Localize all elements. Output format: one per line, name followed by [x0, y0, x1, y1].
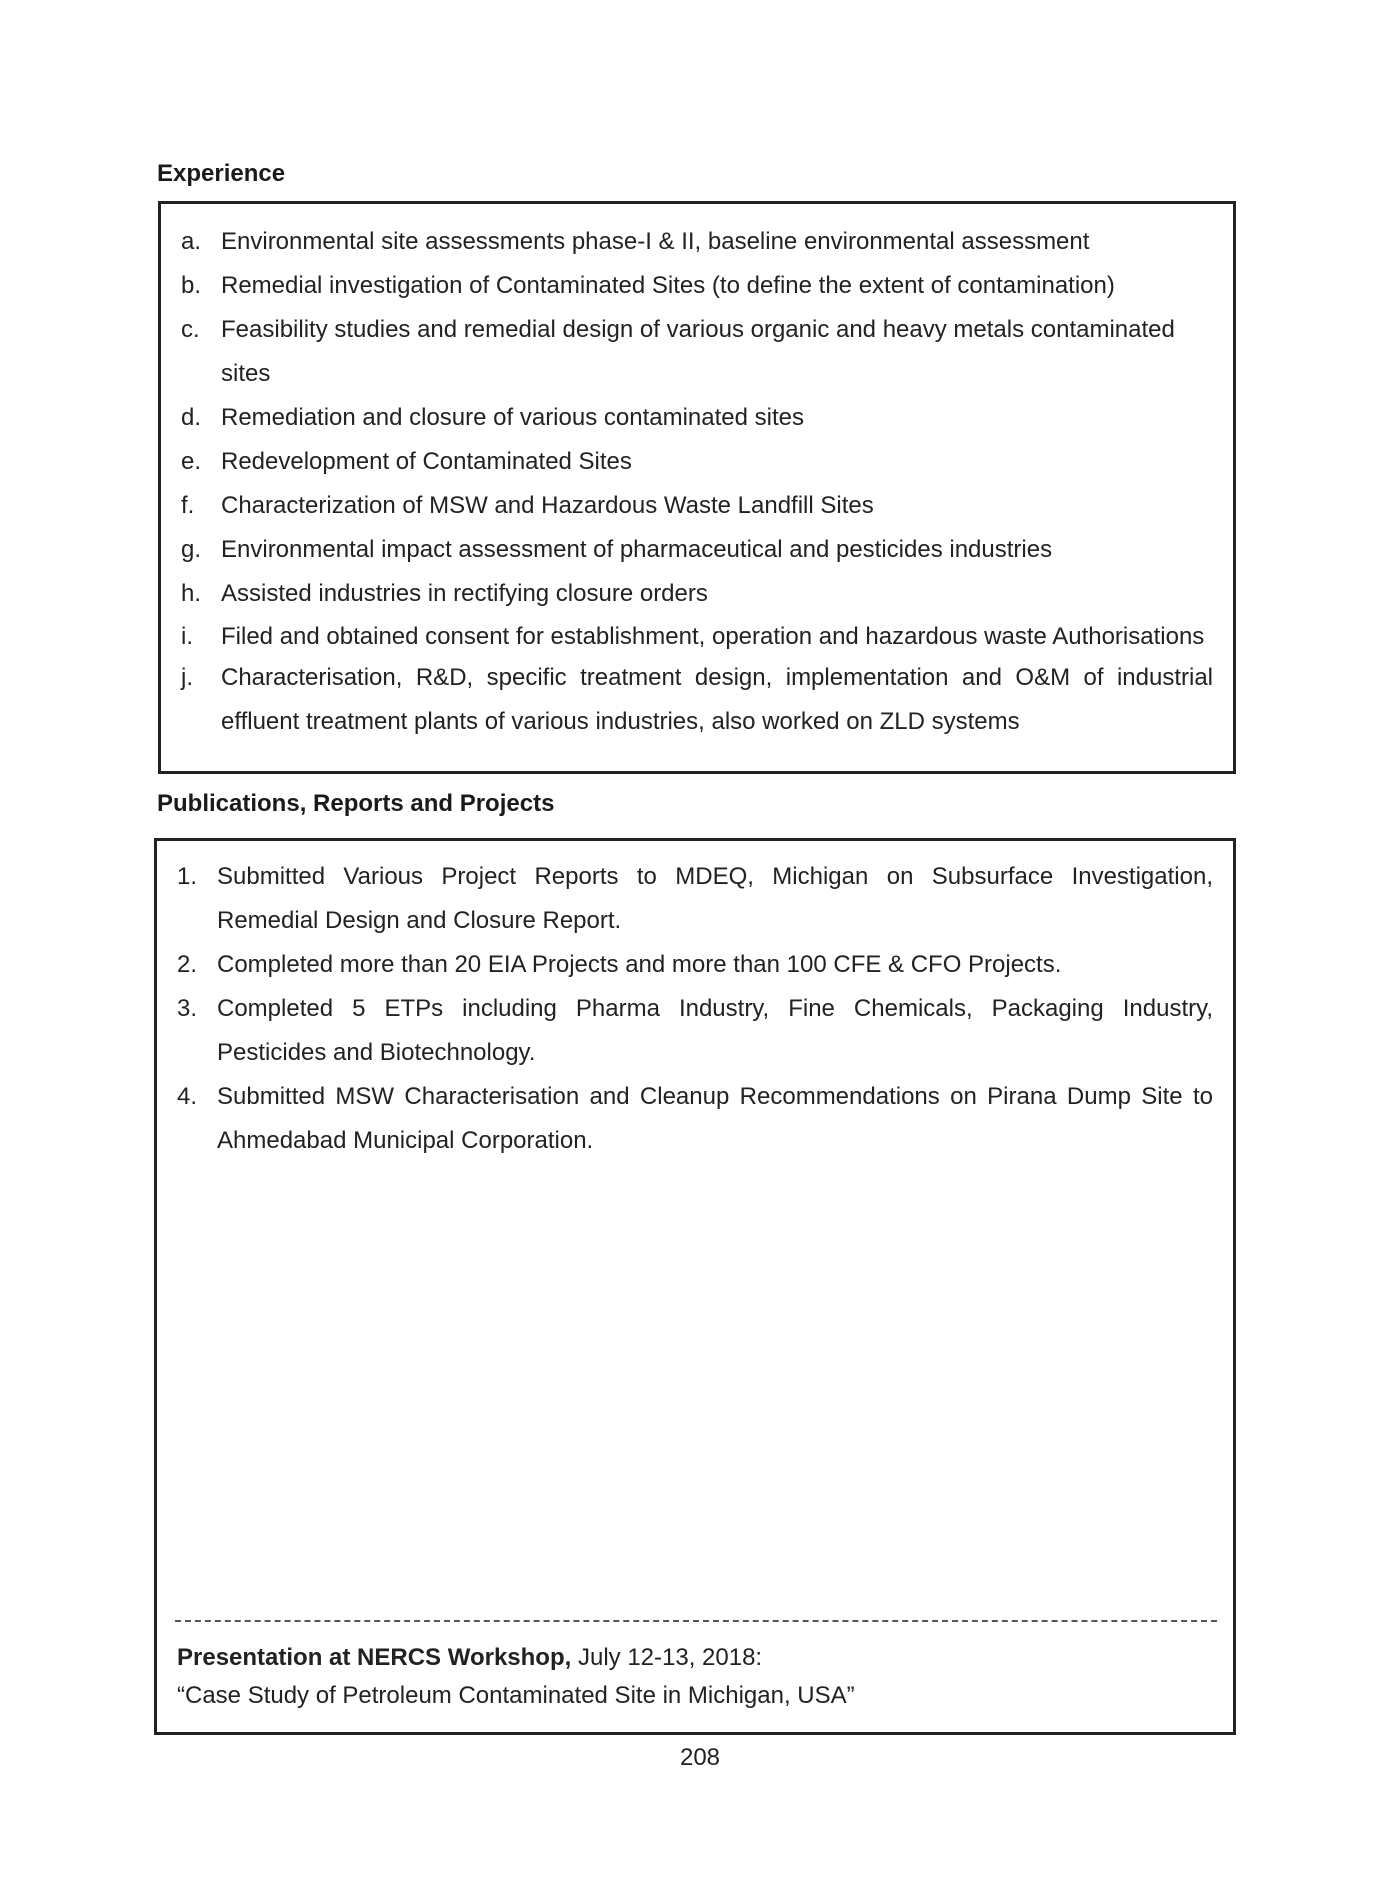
list-marker: i.	[181, 623, 193, 650]
list-item-text: Completed more than 20 EIA Projects and more than 100 CFE & CFO Projects.	[217, 951, 1062, 978]
page-number: 208	[679, 1744, 721, 1771]
list-item	[181, 572, 1213, 616]
list-item	[181, 396, 1213, 440]
list-item-text: Remedial investigation of Contaminated Sites (to define the extent of contamination)	[221, 272, 1115, 299]
list-item-text: Filed and obtained consent for establishment, operation and hazardous waste Authorisations	[221, 623, 1205, 650]
publications-heading: Publications, Reports and Projects	[157, 790, 555, 817]
list-marker: 2.	[177, 951, 198, 978]
list-marker: 3.	[177, 995, 198, 1022]
list-item	[177, 855, 1213, 943]
list-item	[181, 656, 1213, 744]
presentation-line	[177, 1639, 1213, 1677]
list-marker: g.	[181, 536, 202, 563]
list-item	[177, 1075, 1213, 1163]
list-marker: b.	[181, 272, 202, 299]
experience-heading: Experience	[157, 160, 286, 187]
list-marker: 1.	[177, 863, 198, 890]
list-item-text: Characterisation, R&D, specific treatment design, implementation and O&M of industrial effluent treatment plants of various industries, also worked on ZLD systems	[221, 664, 1213, 735]
list-marker: 4.	[177, 1083, 198, 1110]
list-marker: f.	[181, 492, 195, 519]
presentation-date: July 12-13, 2018:	[571, 1644, 763, 1671]
list-item-text: Assisted industries in rectifying closure orders	[221, 580, 708, 607]
list-item-text: Redevelopment of Contaminated Sites	[221, 448, 632, 475]
list-item-text: Remediation and closure of various contaminated sites	[221, 404, 804, 431]
publications-box	[154, 838, 1236, 1735]
presentation-event: Presentation at NERCS Workshop,	[177, 1644, 572, 1671]
experience-list	[181, 220, 1213, 744]
list-item	[181, 620, 1213, 654]
list-item-text: Completed 5 ETPs including Pharma Industry, Fine Chemicals, Packaging Industry, Pesticides and Biotechnology.	[217, 995, 1213, 1066]
list-item	[181, 264, 1213, 308]
list-item-text: Characterization of MSW and Hazardous Waste Landfill Sites	[221, 492, 874, 519]
list-marker: d.	[181, 404, 202, 431]
presentation-title: “Case Study of Petroleum Contaminated Site in Michigan, USA”	[177, 1682, 855, 1709]
list-item	[181, 220, 1213, 264]
presentation-note	[177, 1639, 1213, 1715]
publications-list	[177, 855, 1213, 1163]
list-marker: j.	[181, 664, 193, 691]
dashed-divider	[175, 1620, 1217, 1622]
list-item	[177, 987, 1213, 1075]
list-marker: a.	[181, 228, 202, 255]
list-marker: c.	[181, 316, 200, 343]
list-item	[181, 440, 1213, 484]
list-item-text: Submitted Various Project Reports to MDEQ, Michigan on Subsurface Investigation, Remedial Design and Closure Report.	[217, 863, 1213, 934]
list-marker: h.	[181, 580, 202, 607]
list-item-text: Submitted MSW Characterisation and Cleanup Recommendations on Pirana Dump Site to Ahmedabad Municipal Corporation.	[217, 1083, 1213, 1154]
list-item	[181, 528, 1213, 572]
list-item-text: Feasibility studies and remedial design of various organic and heavy metals contaminated sites	[221, 316, 1175, 387]
list-marker: e.	[181, 448, 202, 475]
list-item-text: Environmental site assessments phase-I & II, baseline environmental assessment	[221, 228, 1090, 255]
list-item	[181, 484, 1213, 528]
experience-box	[158, 201, 1236, 774]
list-item	[177, 943, 1213, 987]
list-item	[181, 308, 1213, 396]
list-item-text: Environmental impact assessment of pharmaceutical and pesticides industries	[221, 536, 1053, 563]
